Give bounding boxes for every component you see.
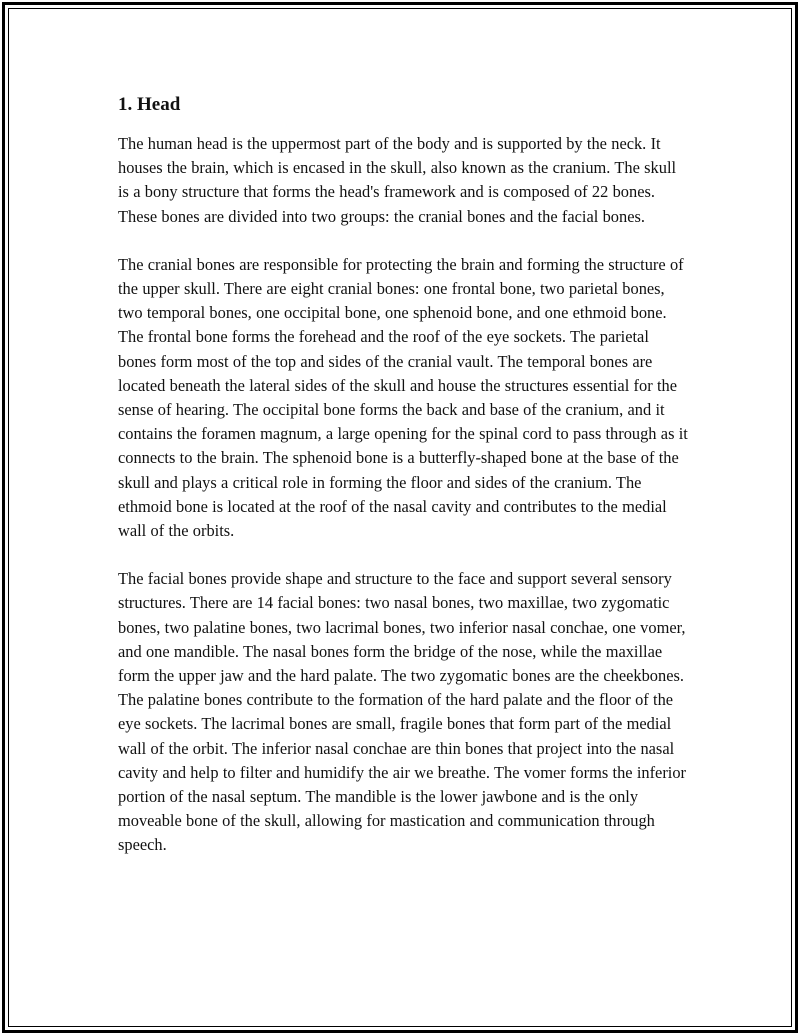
document-body (118, 92, 688, 882)
paragraph-cranial-bones: The cranial bones are responsible for protecting the brain and forming the structure of the upper skull. There are eight cranial bones: one frontal bone, two parietal bones, two temporal bones, one occipital bone, one sphenoid bone, and one ethmoid bone. The frontal bone forms the forehead and the roof of the eye sockets. The parietal bones form most of the top and sides of the cranial vault. The temporal bones are located beneath the lateral sides of the skull and house the structures essential for the sense of hearing. The occipital bone forms the back and base of the cranium, and it contains the foramen magnum, a large opening for the spinal cord to pass through as it connects to the brain. The sphenoid bone is a butterfly-shaped bone at the base of the skull and plays a critical role in forming the floor and sides of the cranium. The ethmoid bone is located at the roof of the nasal cavity and contributes to the medial wall of the orbits. (118, 254, 688, 541)
paragraph-intro: The human head is the uppermost part of the body and is supported by the neck. It houses the brain, which is encased in the skull, also known as the cranium. The skull is a bony structure that forms the head's framework and is composed of 22 bones. These bones are divided into two groups: the cranial bones and the facial bones. (118, 134, 677, 226)
paragraph-facial-bones: The facial bones provide shape and structure to the face and support several sensory structures. There are 14 facial bones: two nasal bones, two maxillae, two zygomatic bones, two palatine bones, two lacrimal bones, two inferior nasal conchae, one vomer, and one mandible. The nasal bones form the bridge of the nose, while the maxillae form the upper jaw and the hard palate. The two zygomatic bones are the cheekbones. The palatine bones contribute to the formation of the hard palate and the floor of the eye sockets. The lacrimal bones are small, fragile bones that form part of the medial wall of the orbit. The inferior nasal conchae are thin bones that project into the nasal cavity and help to filter and humidify the air we breathe. The vomer forms the inferior portion of the nasal septum. The mandible is the lower jawbone and is the only moveable bone of the skull, allowing for mastication and communication through speech. (118, 569, 686, 855)
section-heading: 1. Head (118, 94, 181, 115)
